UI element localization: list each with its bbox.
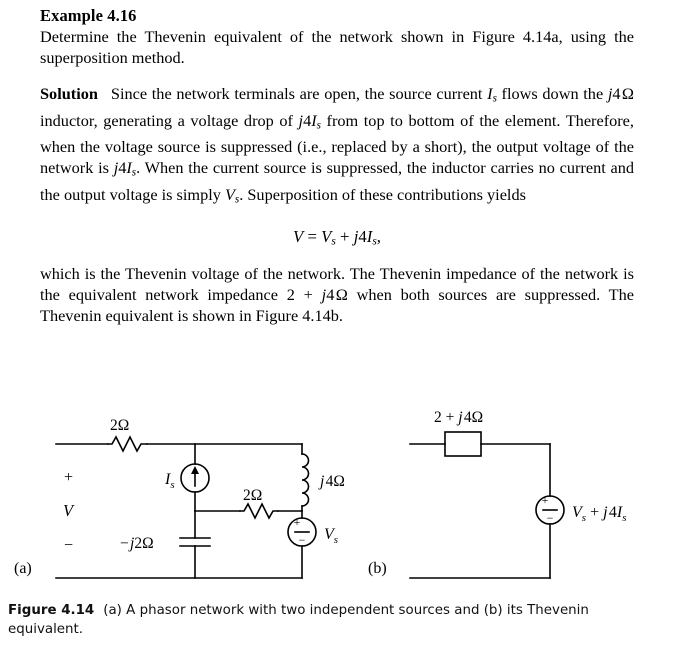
label-terminal-voltage: V <box>63 501 74 520</box>
symbol-is-1: $I_s$ <box>487 84 497 105</box>
inductor-j4-symbol <box>302 454 309 506</box>
solution-label: Solution <box>40 84 98 104</box>
closing-text-2: when both sources are suppressed. The Thevenin equivalent is shown in Figure 4.14b. <box>40 285 634 326</box>
caption-text: (a) A phasor network with two independent sources and (b) its Thevenin equivalent. <box>8 603 589 637</box>
label-terminal-plus: + <box>64 469 74 486</box>
label-source-plus-b: + <box>541 493 549 507</box>
closing-paragraph <box>40 263 634 326</box>
solution-text-5: . When the current source is suppressed, the inductor carries no current and the output voltage is simply <box>40 158 634 204</box>
closing-text-1: which is the Thevenin voltage of the network. The Thevenin impedance of the network is the equivalent network impedance <box>40 263 634 304</box>
label-inductor: j 4Ω <box>320 473 345 490</box>
symbol-j4is-2: j <box>113 158 119 178</box>
label-current-source: $I_s$ <box>165 471 175 491</box>
label-source-minus-a: − <box>298 533 306 547</box>
panel-a-circuit <box>56 437 316 578</box>
solution-paragraph: Solution Since the network terminals are open, the source current $I_s$ flows down the j4 Ω inductor, generating a voltage drop of $j4I_s$ from top to bottom of the element. Therefore, when the voltage source is suppressed (i.e., replaced by a short), the output voltage of the network is $j4I_s$. When the current source is suppressed, the inductor carries no current and the output voltage is simply $V_s$. Superposition of these contributions yields <box>40 84 634 206</box>
equation-thevenin-voltage: $V = V_s + j4I_s$, <box>292 227 381 248</box>
label-impedance-box: 2 + j 4Ω <box>434 409 484 426</box>
impedance-box-symbol <box>445 432 481 456</box>
label-panel-b: (b) <box>368 560 387 577</box>
label-resistor-2ohm-top: 2Ω <box>110 417 130 434</box>
solution-text-6: . Superposition of these contributions yields <box>239 184 526 204</box>
figure-caption <box>8 601 668 639</box>
symbol-vs: $V_s$ <box>224 184 240 206</box>
figure-4-14 <box>0 396 682 596</box>
solution-text-4: from top to bottom of the element. Therefore, when the voltage source is suppressed (i.e., replaced by a short), the output voltage of the network is <box>40 110 634 178</box>
label-terminal-minus: − <box>64 537 74 554</box>
solution-text-2: flows down the <box>496 84 608 104</box>
symbol-impedance: 2 + j4 Ω <box>286 285 348 304</box>
caption-lead: Figure 4.14 <box>8 603 95 618</box>
label-panel-a: (a) <box>14 560 32 577</box>
solution-text-3: inductor, generating a voltage drop of <box>40 110 299 130</box>
symbol-j4-ohm: j <box>607 84 613 104</box>
current-source-arrow-head <box>191 466 199 474</box>
symbol-j4is-1: j <box>298 110 304 130</box>
label-source-minus-b: − <box>546 511 554 525</box>
label-resistor-2ohm-mid: 2Ω <box>243 487 263 504</box>
example-heading: Example 4.16 <box>40 6 137 25</box>
text-column <box>40 6 634 326</box>
resistor-2ohm-top-symbol <box>108 437 147 451</box>
circuit-diagrams <box>0 396 682 596</box>
label-source-plus-a: + <box>293 515 301 529</box>
label-voltage-source-a: $V_s$ <box>324 526 339 546</box>
label-capacitor: − j2Ω <box>120 535 154 552</box>
solution-text-1: Since the network terminals are open, the source current <box>110 84 488 104</box>
problem-statement: Determine the Thevenin equivalent of the network shown in Figure 4.14a, using the superposition method. <box>40 27 634 68</box>
resistor-2ohm-mid-symbol <box>240 504 278 518</box>
label-voltage-source-b: $V_s + j$ $4I_s$ <box>572 504 627 524</box>
